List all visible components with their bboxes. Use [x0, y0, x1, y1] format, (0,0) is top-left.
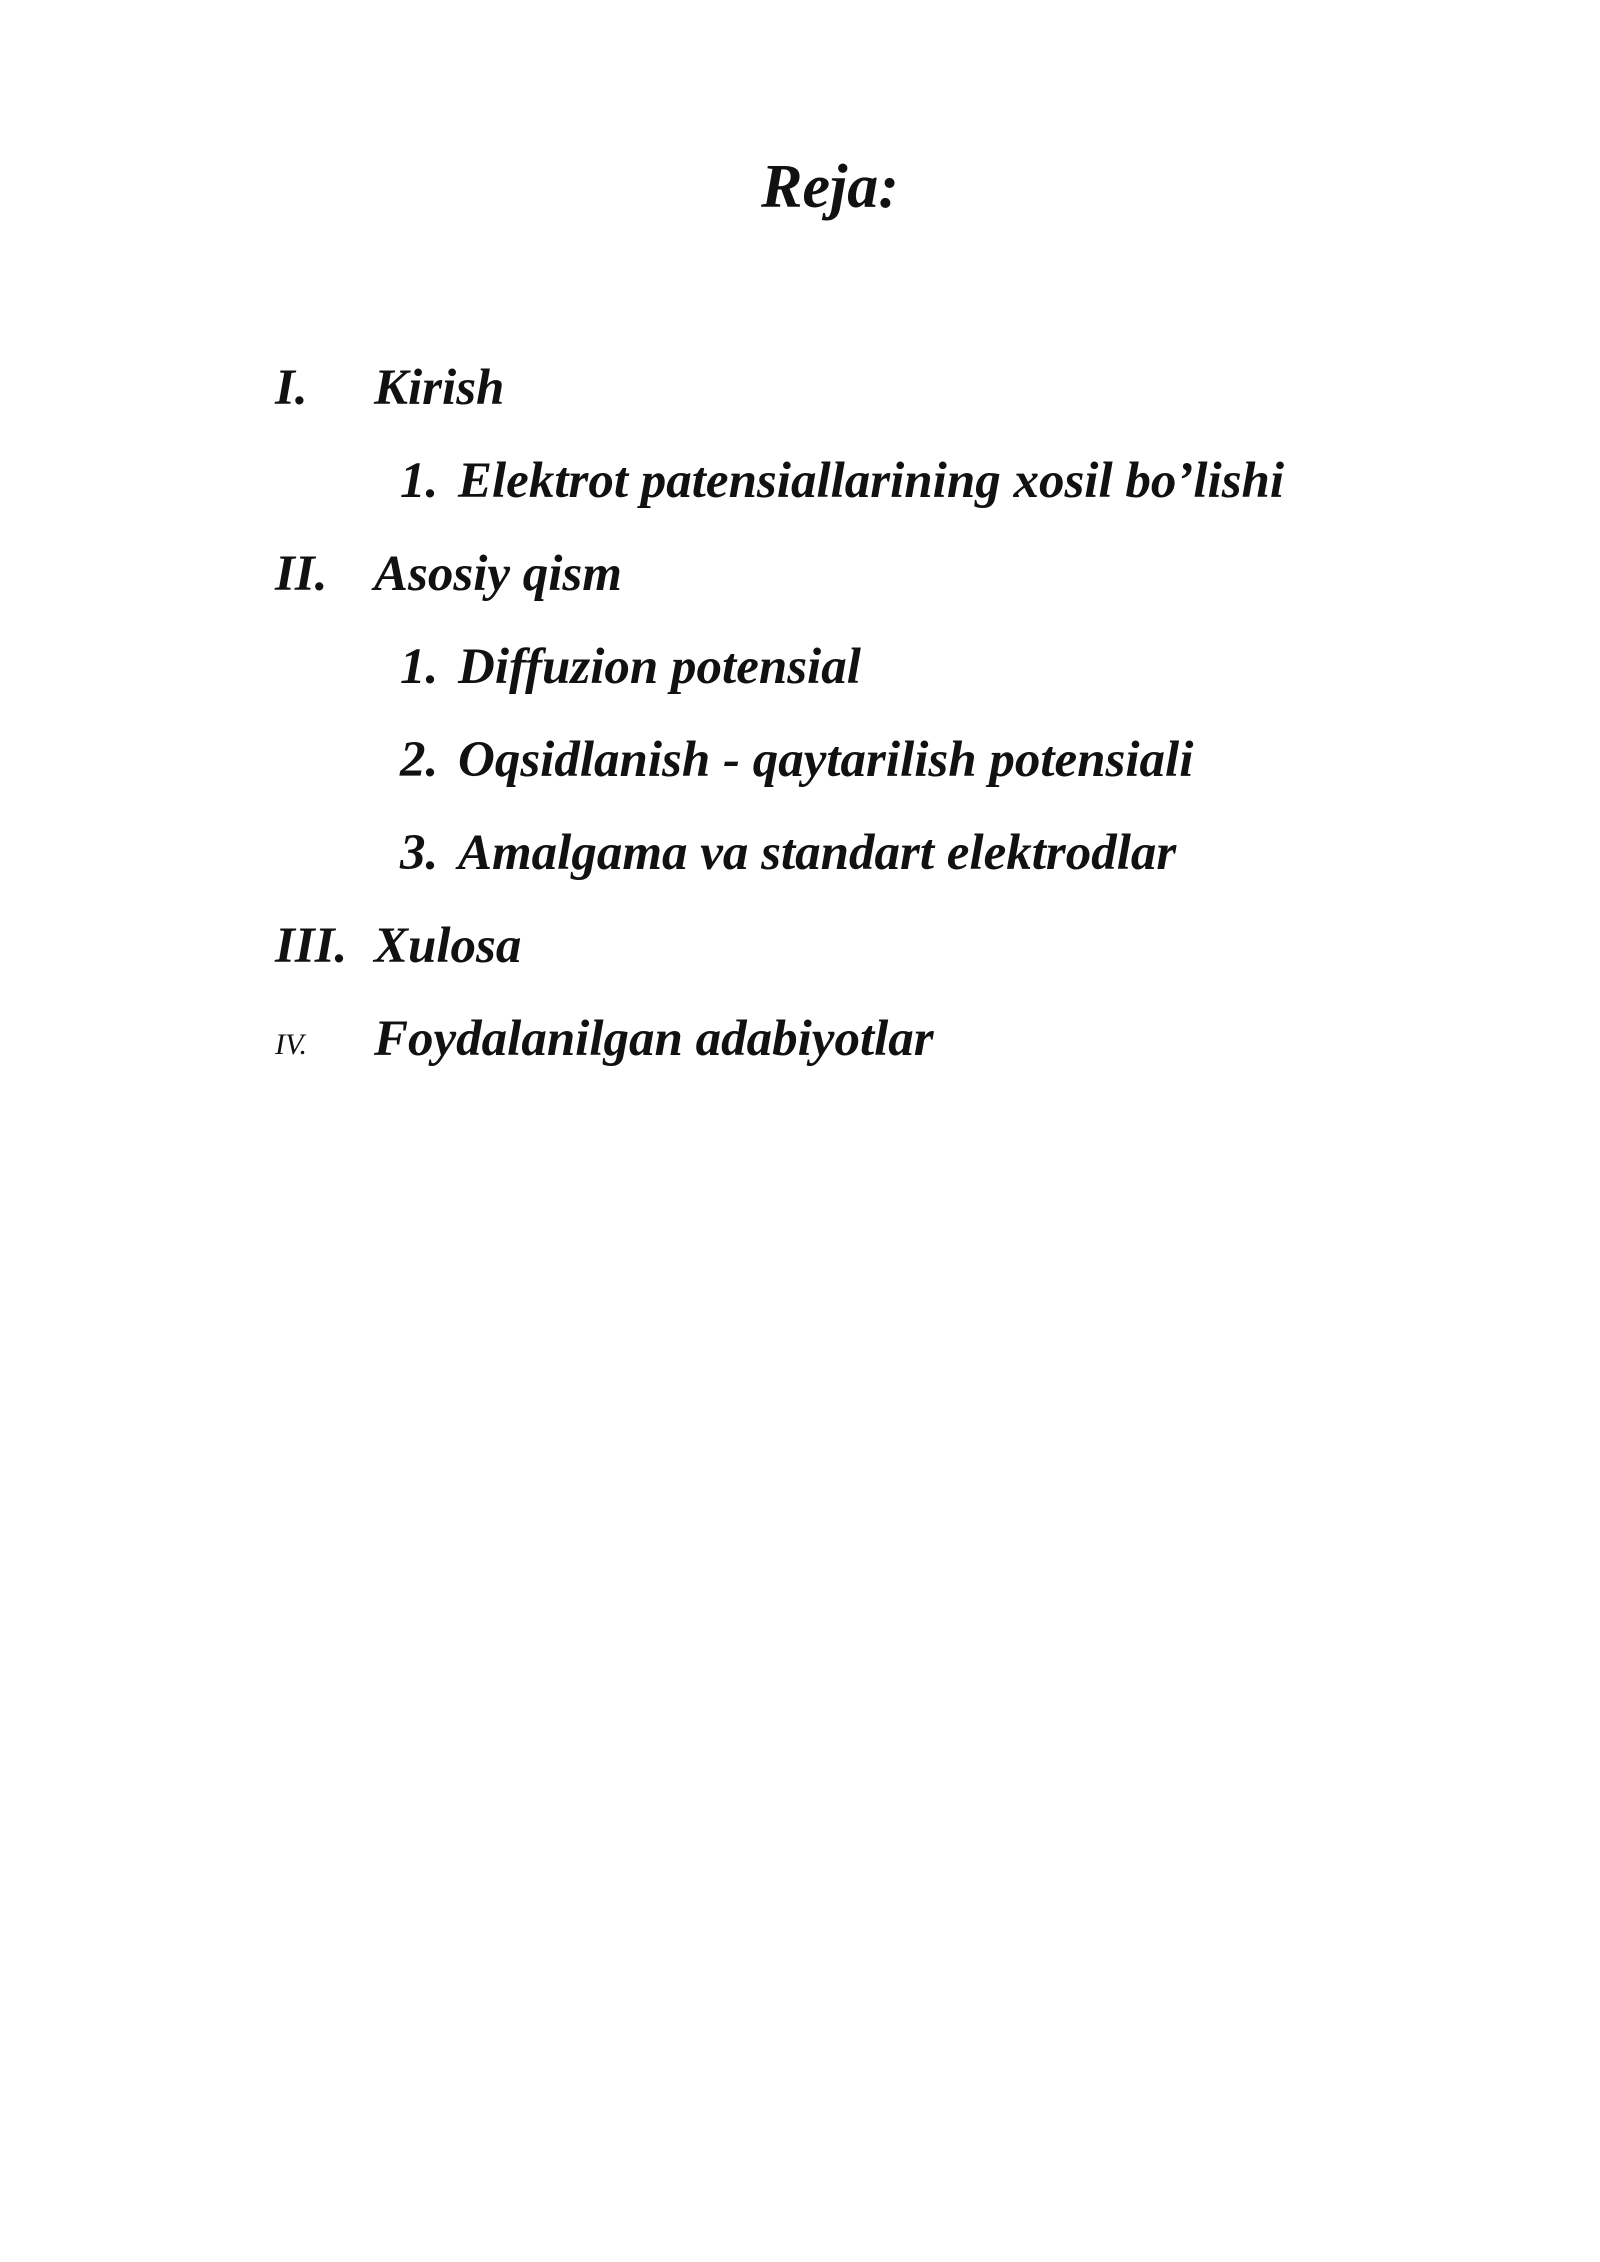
section-numeral: IV.: [275, 1028, 307, 1061]
page-title: Reja:: [761, 153, 899, 221]
subitem-title: Amalgama va standart elektrodlar: [458, 825, 1177, 881]
plan-section-3: [0, 910, 1600, 982]
plan-subitem-1-1: [0, 445, 1600, 517]
subitem-title: Diffuzion potensial: [458, 639, 861, 695]
plan-section-2: [0, 538, 1600, 610]
section-numeral: I.: [275, 360, 308, 416]
subitem-number: 2.: [400, 732, 439, 788]
subitem-number: 1.: [400, 639, 439, 695]
subitem-title: Elektrot patensiallarining xosil bo’lishi: [458, 453, 1285, 509]
section-title: Foydalanilgan adabiyotlar: [374, 1011, 934, 1067]
section-title: Kirish: [374, 360, 505, 416]
section-title: Xulosa: [374, 918, 522, 974]
subitem-number: 1.: [400, 453, 439, 509]
section-numeral: III.: [275, 918, 348, 974]
plan-section-1: [0, 352, 1600, 424]
plan-section-4: [0, 1003, 1600, 1075]
plan-subitem-2-2: [0, 724, 1600, 796]
plan-subitem-2-1: [0, 631, 1600, 703]
subitem-number: 3.: [400, 825, 439, 881]
plan-subitem-2-3: [0, 817, 1600, 889]
section-title: Asosiy qism: [374, 546, 622, 602]
subitem-title: Oqsidlanish - qaytarilish potensiali: [458, 732, 1194, 788]
section-numeral: II.: [275, 546, 328, 602]
